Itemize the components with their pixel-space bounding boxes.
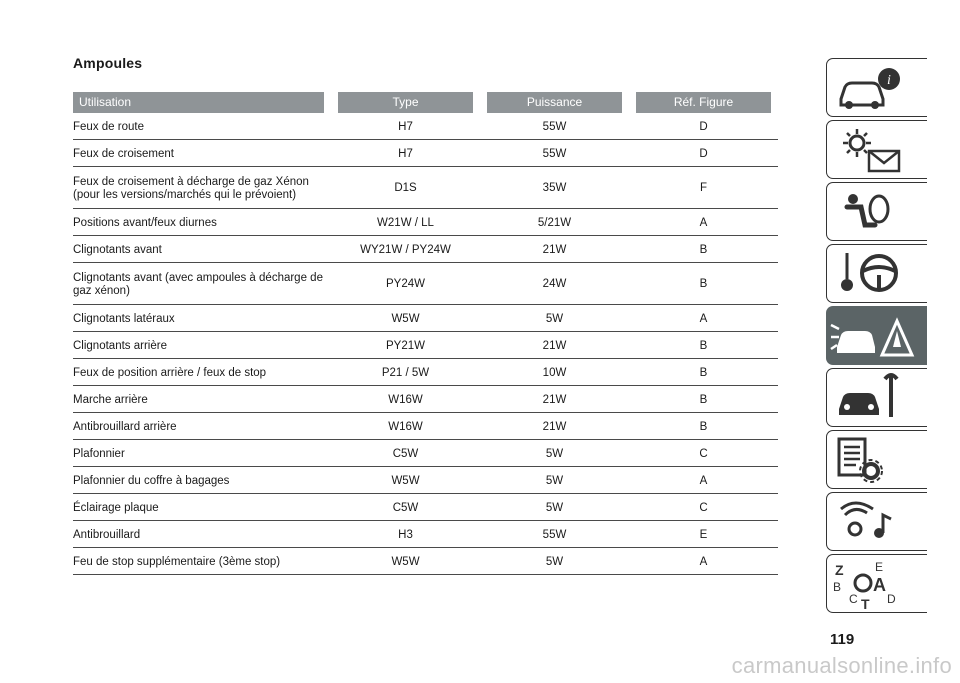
table-row — [73, 467, 778, 494]
cell-type: W16W — [388, 420, 423, 433]
svg-text:Z: Z — [835, 562, 844, 578]
cell-puissance: 55W — [542, 528, 567, 541]
cell-utilisation: Plafonnier du coffre à bagages — [73, 474, 230, 487]
svg-text:C: C — [849, 592, 858, 606]
cell-puissance: 5W — [545, 312, 564, 325]
table-row — [73, 548, 778, 575]
cell-puissance: 5W — [545, 555, 564, 568]
tab-maintenance[interactable] — [826, 368, 927, 427]
cell-utilisation: Marche arrière — [73, 393, 148, 406]
table-row — [73, 209, 778, 236]
cell-utilisation: Clignotants arrière — [73, 339, 167, 352]
table-body — [73, 113, 778, 575]
cell-type: C5W — [392, 447, 419, 460]
cell-ref-figure: A — [699, 474, 708, 487]
table-row — [73, 332, 778, 359]
tab-technical-data[interactable] — [826, 430, 927, 489]
chapter-tabs — [826, 58, 928, 616]
cell-ref-figure: B — [699, 366, 708, 379]
table-row — [73, 413, 778, 440]
tab-starting-driving[interactable] — [826, 244, 927, 303]
table-row — [73, 440, 778, 467]
section-title: Ampoules — [73, 55, 143, 71]
cell-puissance: 55W — [542, 120, 567, 133]
cell-ref-figure: B — [699, 278, 708, 290]
page-number: 119 — [830, 631, 855, 648]
cell-ref-figure: C — [699, 447, 708, 460]
cell-utilisation: Plafonnier — [73, 447, 125, 460]
cell-type: W21W / LL — [377, 216, 434, 229]
cell-puissance: 5W — [545, 501, 564, 514]
car-info-icon — [827, 59, 927, 117]
cell-puissance: 10W — [542, 366, 567, 379]
table-row — [73, 140, 778, 167]
cell-utilisation: Feux de croisement — [73, 147, 174, 160]
svg-text:B: B — [833, 580, 842, 594]
tab-index[interactable] — [826, 554, 927, 613]
cell-utilisation: Éclairage plaque — [73, 501, 159, 514]
header-ref-figure: Réf. Figure — [636, 92, 771, 113]
svg-text:D: D — [887, 592, 896, 606]
table-row — [73, 494, 778, 521]
cell-type: W5W — [391, 312, 420, 325]
table-row — [73, 305, 778, 332]
cell-puissance: 5W — [545, 474, 564, 487]
cell-type: PY21W — [386, 339, 425, 352]
cell-type: WY21W / PY24W — [360, 243, 451, 256]
cell-ref-figure: C — [699, 501, 708, 514]
svg-text:i: i — [887, 73, 891, 88]
seat-airbag-icon — [827, 183, 927, 241]
key-steering-wheel-icon — [827, 245, 927, 303]
cell-type: C5W — [392, 501, 419, 514]
alphabetical-index-icon — [827, 555, 927, 613]
cell-ref-figure: B — [699, 243, 708, 256]
tab-warning-lights[interactable] — [826, 120, 927, 179]
svg-text:A: A — [873, 575, 886, 595]
cell-type: D1S — [394, 182, 417, 194]
cell-type: H3 — [398, 528, 413, 541]
header-utilisation: Utilisation — [73, 92, 324, 113]
tab-emergency[interactable] — [826, 306, 927, 365]
cell-utilisation: Feux de route — [73, 120, 144, 133]
cell-utilisation: Feux de croisement à décharge de gaz Xénon (pour les versions/marchés qui le prévoient) — [73, 175, 309, 201]
cell-utilisation: Clignotants avant (avec ampoules à décharge de gaz xénon) — [73, 271, 323, 297]
cell-type: W5W — [391, 555, 420, 568]
table-header — [73, 92, 778, 113]
cell-type: H7 — [398, 147, 413, 160]
cell-ref-figure: F — [699, 182, 708, 194]
cell-puissance: 21W — [542, 243, 567, 256]
car-emergency-triangle-icon — [827, 307, 927, 365]
tab-multimedia[interactable] — [826, 492, 927, 551]
cell-puissance: 55W — [542, 147, 567, 160]
cell-ref-figure: A — [699, 312, 708, 325]
cell-utilisation: Clignotants latéraux — [73, 312, 175, 325]
table-row — [73, 263, 778, 305]
cell-type: P21 / 5W — [381, 366, 430, 379]
header-type: Type — [338, 92, 473, 113]
cell-ref-figure: A — [699, 216, 708, 229]
table-row — [73, 113, 778, 140]
multimedia-music-icon — [827, 493, 927, 551]
cell-puissance: 21W — [542, 339, 567, 352]
warning-lights-message-icon — [827, 121, 927, 179]
table-row — [73, 521, 778, 548]
cell-puissance: 5/21W — [537, 216, 572, 229]
cell-type: W5W — [391, 474, 420, 487]
svg-text:T: T — [861, 596, 870, 612]
cell-utilisation: Clignotants avant — [73, 243, 162, 256]
tab-safety[interactable] — [826, 182, 927, 241]
cell-utilisation: Antibrouillard arrière — [73, 420, 177, 433]
cell-ref-figure: D — [699, 147, 708, 160]
tab-car-info[interactable] — [826, 58, 927, 117]
table-row — [73, 167, 778, 209]
bulbs-table — [73, 92, 778, 575]
cell-ref-figure: B — [699, 420, 708, 433]
cell-puissance: 24W — [542, 278, 567, 290]
cell-type: H7 — [398, 120, 413, 133]
table-row — [73, 386, 778, 413]
cell-utilisation: Positions avant/feux diurnes — [73, 216, 217, 229]
cell-type: W16W — [388, 393, 423, 406]
cell-ref-figure: B — [699, 339, 708, 352]
car-maintenance-wrench-icon — [827, 369, 927, 427]
table-row — [73, 359, 778, 386]
cell-ref-figure: D — [699, 120, 708, 133]
cell-puissance: 35W — [542, 182, 567, 194]
cell-type: PY24W — [386, 278, 425, 290]
cell-puissance: 5W — [545, 447, 564, 460]
cell-puissance: 21W — [542, 393, 567, 406]
cell-utilisation: Antibrouillard — [73, 528, 141, 541]
cell-ref-figure: A — [699, 555, 708, 568]
table-row — [73, 236, 778, 263]
cell-utilisation: Feux de position arrière / feux de stop — [73, 366, 267, 379]
svg-text:E: E — [875, 560, 884, 574]
technical-data-gear-icon — [827, 431, 927, 489]
watermark: carmanualsonline.info — [731, 653, 952, 678]
cell-ref-figure: B — [699, 393, 708, 406]
cell-puissance: 21W — [542, 420, 567, 433]
cell-utilisation: Feu de stop supplémentaire (3ème stop) — [73, 555, 281, 568]
header-puissance: Puissance — [487, 92, 622, 113]
cell-ref-figure: E — [699, 528, 708, 541]
